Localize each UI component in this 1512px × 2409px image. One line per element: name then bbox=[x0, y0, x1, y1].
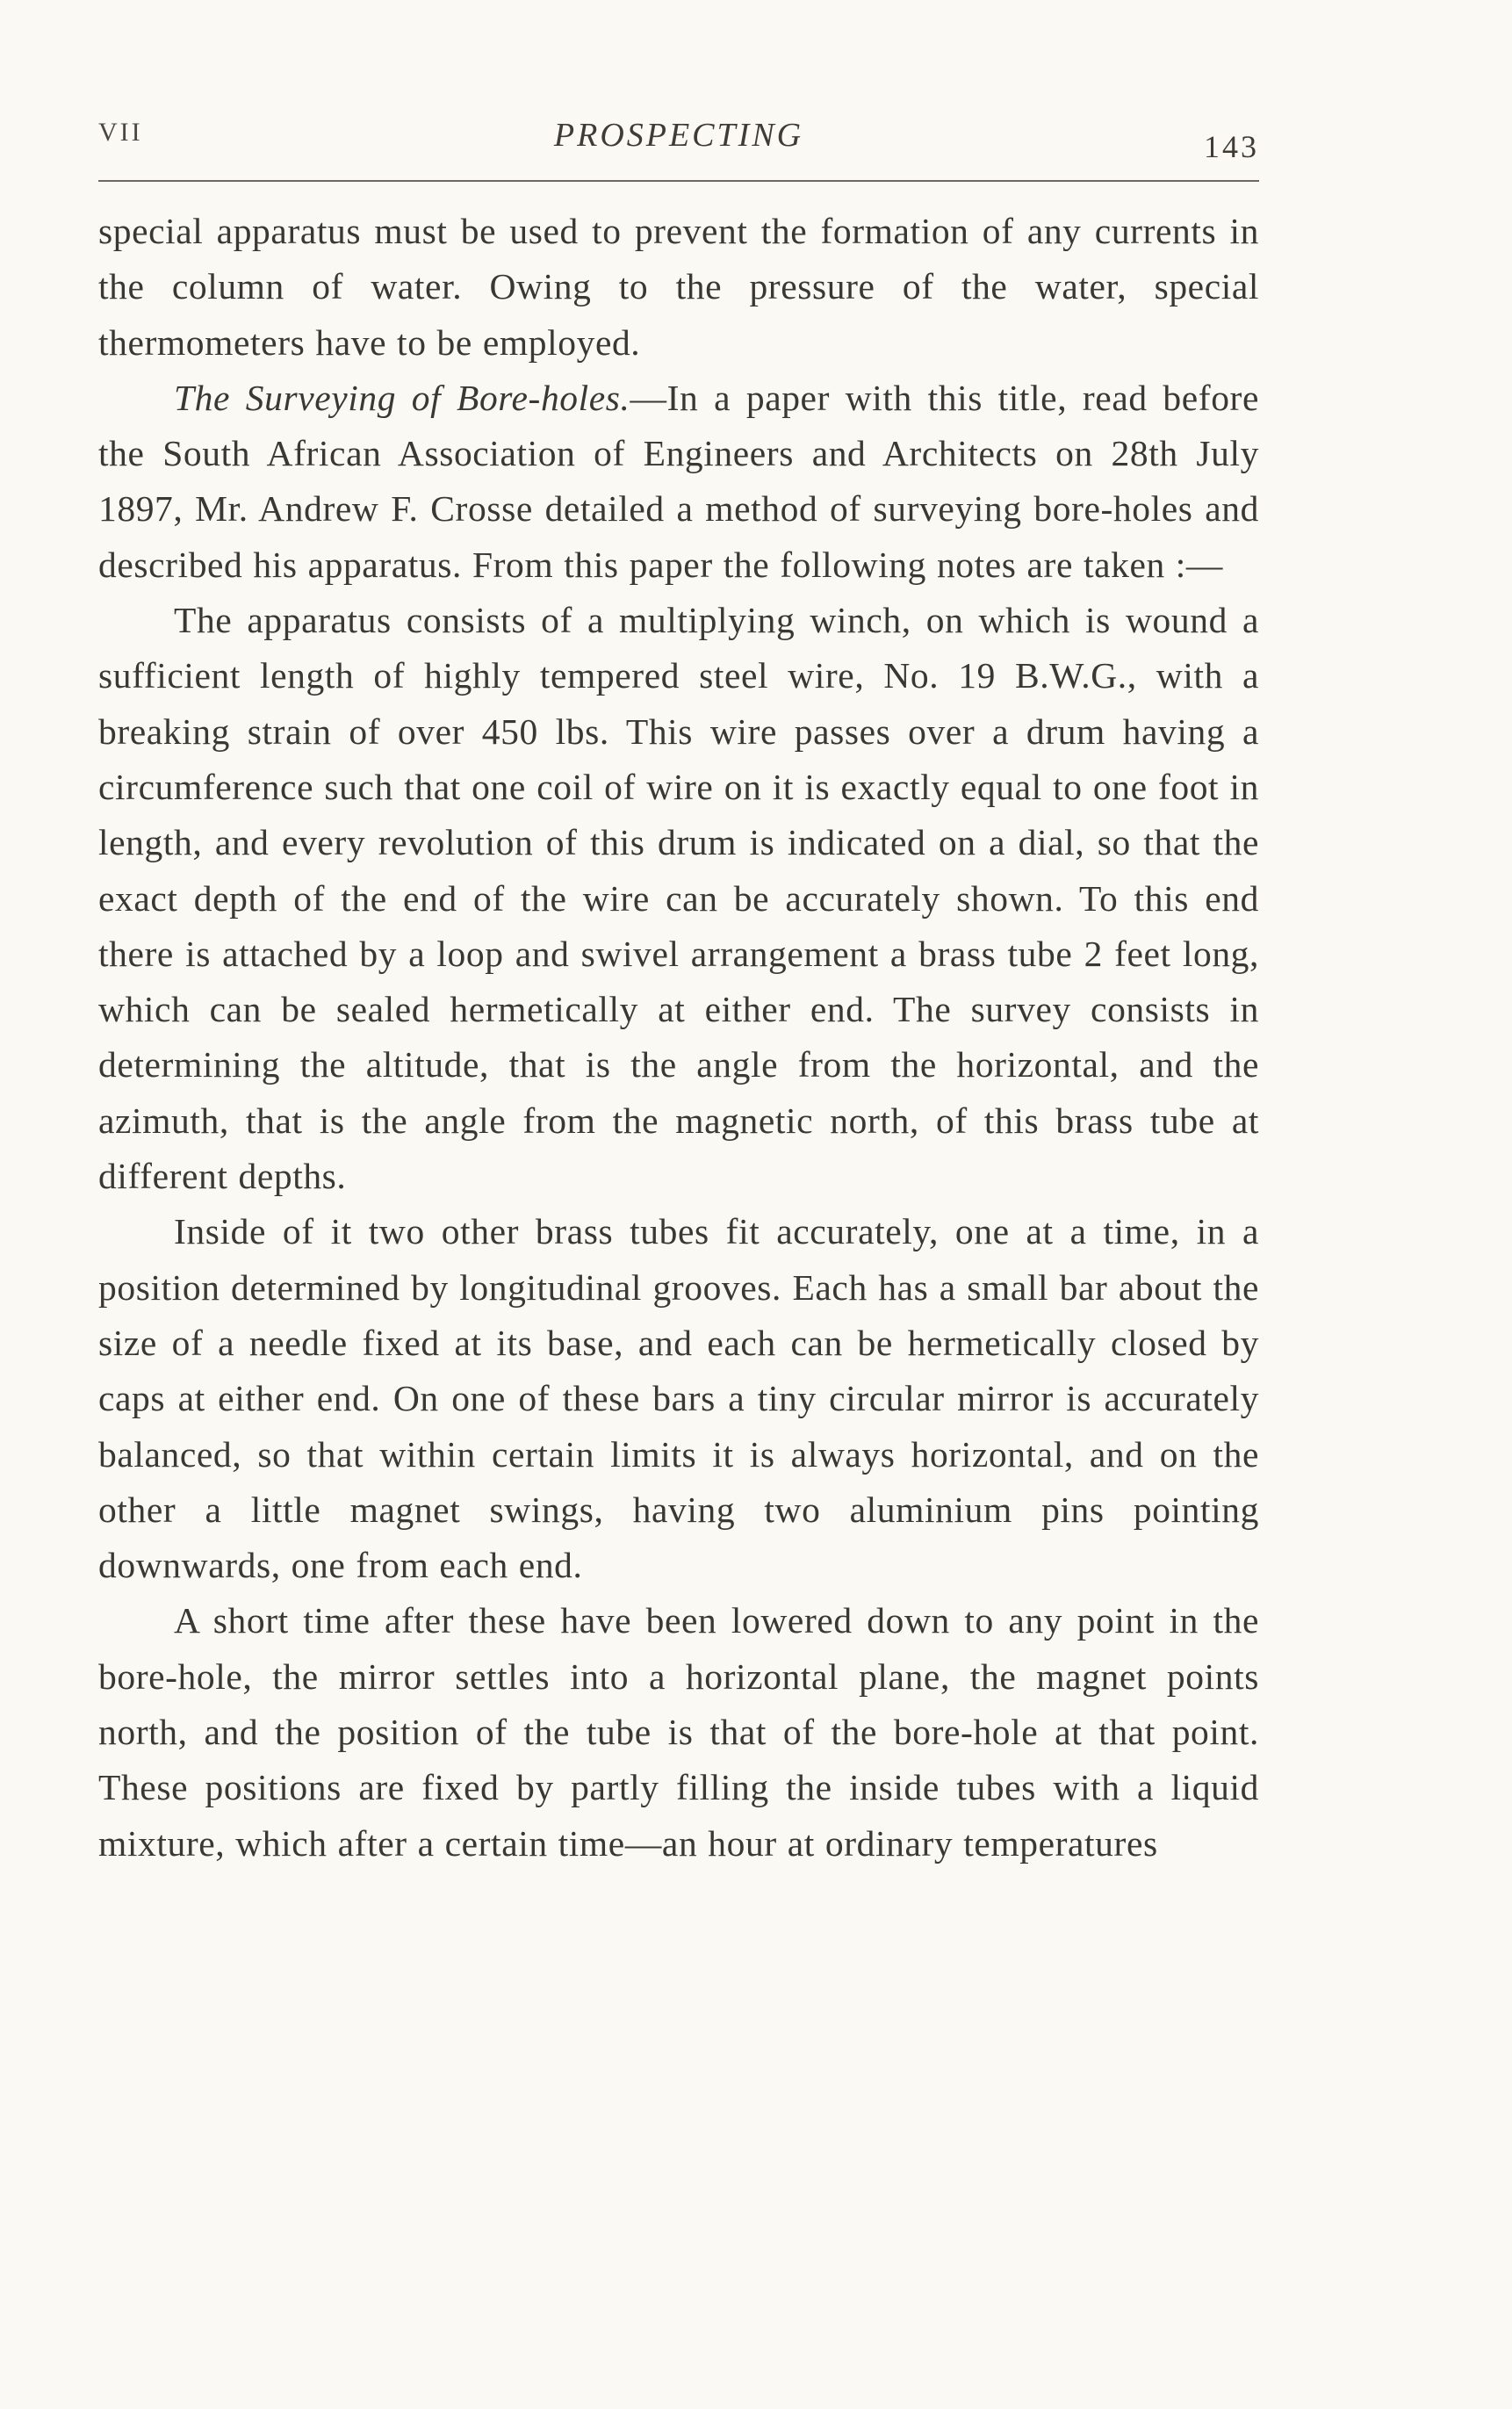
paragraph-inside-tubes: Inside of it two other brass tubes fit accurately, one at a time, in a position determined by longitudinal grooves. Each has a small bar about the size of a needle fixed at its base, and each can be hermetically closed by caps at either end. On one of these bars a tiny circular mirror is accurately balanced, so that within certain limits it is always horizontal, and on the other a little magnet swings, having two aluminium pins pointing downwards, one from each end. bbox=[98, 1211, 1259, 1586]
paragraph-continuation: special apparatus must be used to prevent the formation of any currents in the column of water. Owing to the pressure of the water, special thermometers have to be employed. bbox=[98, 211, 1259, 363]
header-rule bbox=[98, 180, 1259, 182]
chapter-number: VII bbox=[98, 118, 143, 147]
page-number: 143 bbox=[1204, 129, 1259, 164]
paragraph-lowering: A short time after these have been lowered down to any point in the bore-hole, the mirror settles into a horizontal plane, the magnet points north, and the position of the tube is that of the bore-hole at that point. These positions are fixed by partly filling the inside tubes with a liquid mixture, which after a certain time—an hour at ordinary temperatures bbox=[98, 1600, 1259, 1864]
paragraph-apparatus: The apparatus consists of a multiplying winch, on which is wound a sufficient length of highly tempered steel wire, No. 19 B.W.G., with a breaking strain of over 450 lbs. This wire passes over a drum having a circumference such that one coil of wire on it is exactly equal to one foot in length, and every revolution of this drum is indicated on a dial, so that the exact depth of the end of the wire can be accurately shown. To this end there is attached by a loop and swivel arrangement a brass tube 2 feet long, which can be sealed hermetically at either end. The survey consists in determining the altitude, that is the angle from the horizontal, and the azimuth, that is the angle from the magnetic north, of this brass tube at different depths. bbox=[98, 600, 1259, 1197]
section-subheading: The Surveying of Bore-holes. bbox=[174, 377, 630, 418]
running-head bbox=[98, 116, 1259, 169]
paragraph-surveying-body: —In a paper with this title, read before the South African Association of Engineers and Architects on 28th July 1897, Mr. Andrew F. Crosse detailed a method of surveying bore-holes and described his apparatus. From this paper the following notes are taken :— bbox=[98, 377, 1259, 585]
paragraph-surveying bbox=[98, 371, 1259, 593]
running-title: PROSPECTING bbox=[553, 117, 804, 154]
body-text bbox=[98, 204, 1259, 1872]
